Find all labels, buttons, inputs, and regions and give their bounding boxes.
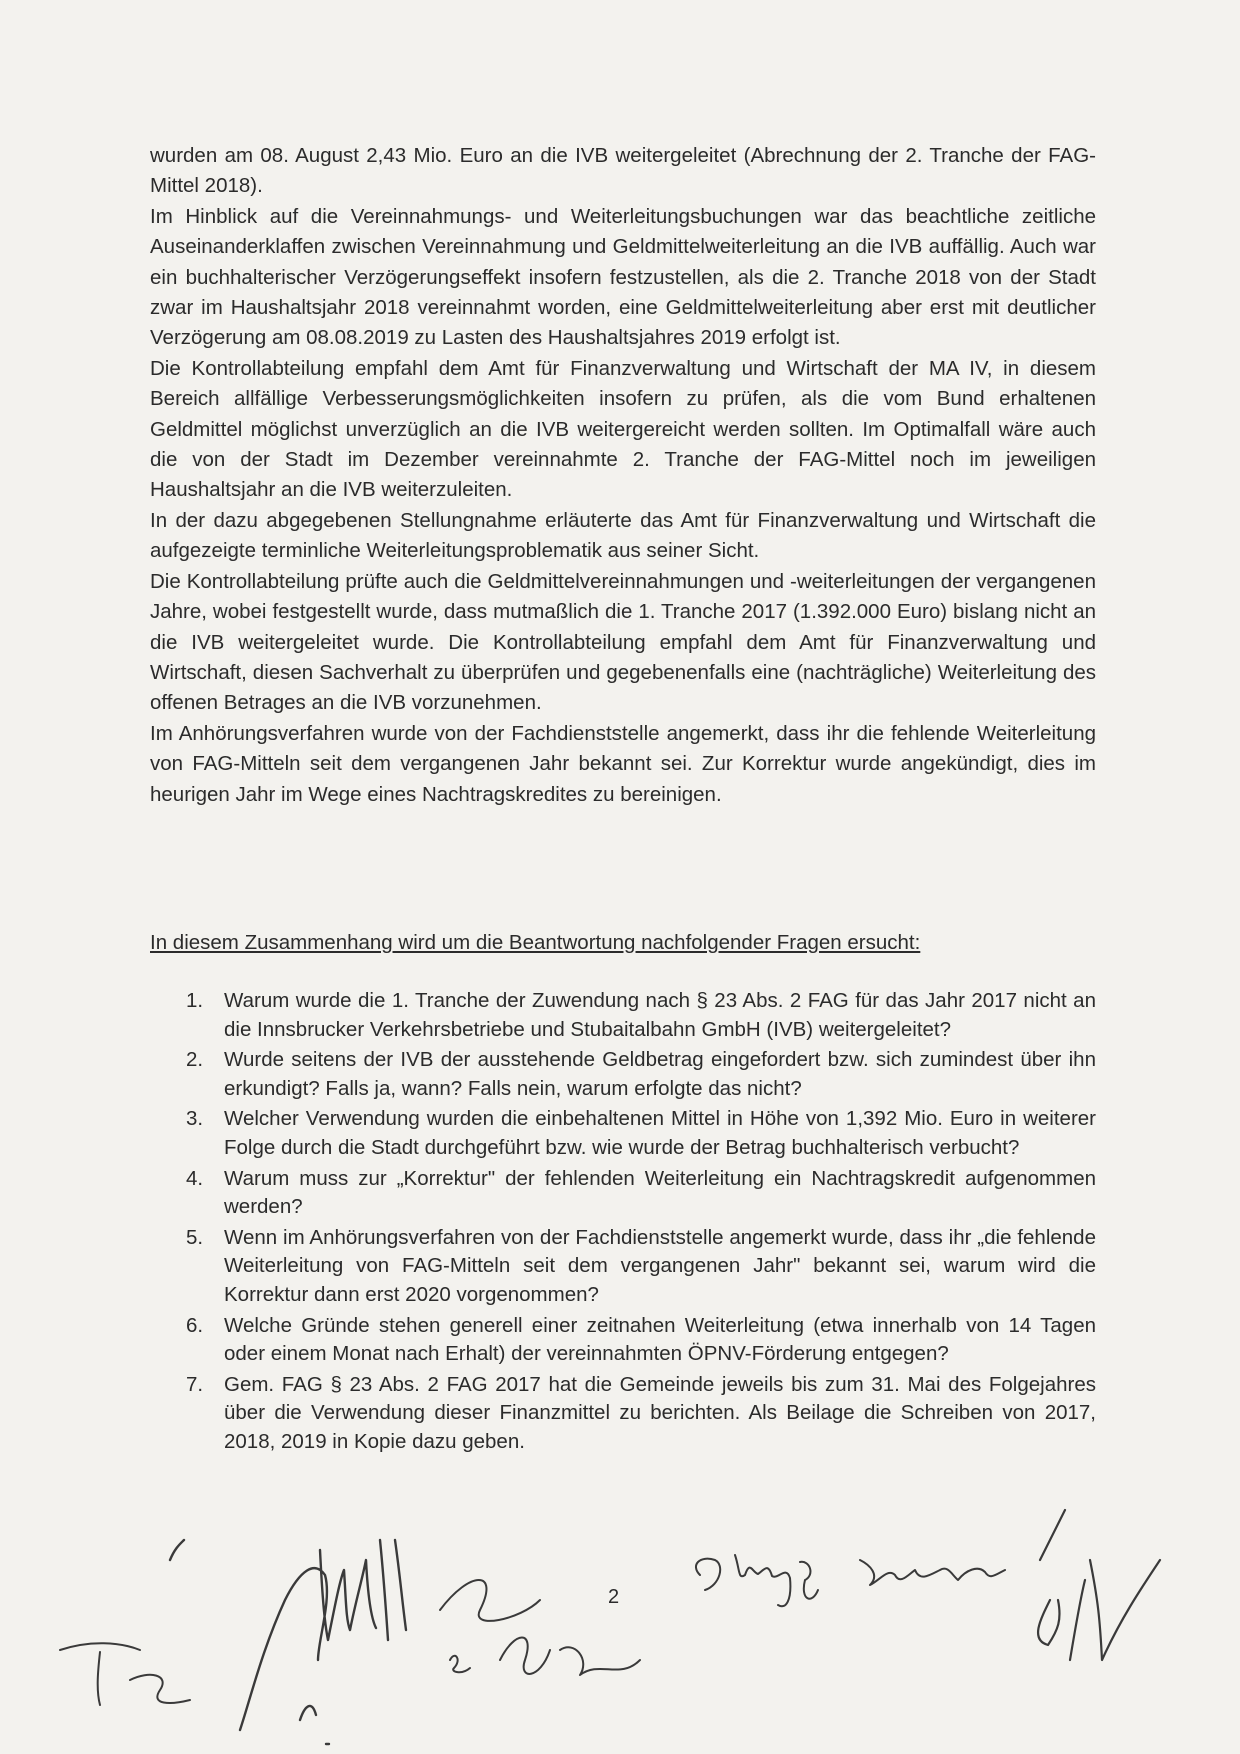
signature-haugg-andrea	[696, 1555, 1005, 1606]
paragraph: In der dazu abgegebenen Stellungnahme erläuterte das Amt für Finanzverwaltung und Wirtschaft die aufgezeigte terminliche Weiterleitungsproblematik aus seiner Sicht.	[150, 508, 1096, 563]
questions-list	[186, 987, 1096, 1459]
question-number: 5.	[186, 1225, 204, 1249]
page-number: 2	[608, 1586, 620, 1608]
list-item	[186, 1105, 1096, 1162]
body-text	[150, 141, 1096, 810]
list-item	[186, 1312, 1096, 1369]
signature-right	[1038, 1510, 1160, 1660]
question-text: Welcher Verwendung wurden die einbehaltenen Mittel in Höhe von 1,392 Mio. Euro in weiterer Folge durch die Stadt durchgeführt bzw. wie wurde der Betrag buchhalterisch verbucht?	[224, 1107, 1096, 1159]
question-text: Wenn im Anhörungsverfahren von der Fachdienststelle angemerkt wurde, dass ihr „die fehlende Weiterleitung von FAG-Mitteln seit dem vergangenen Jahr" bekannt sei, warum wird die Korrektur dann erst 2020 vorgenommen?	[224, 1225, 1096, 1306]
questions-heading: In diesem Zusammenhang wird um die Beantwortung nachfolgender Fragen ersucht:	[150, 931, 921, 954]
question-number: 4.	[186, 1166, 204, 1190]
list-item	[186, 1165, 1096, 1222]
paragraph: Die Kontrollabteilung empfahl dem Amt für Finanzverwaltung und Wirtschaft der MA IV, in diesem Bereich allfällige Verbesserungsmöglichkeiten insofern zu prüfen, als die vom Bund erhaltenen Geldmittel möglichst unverzüglich an die IVB weitergereicht werden sollten. Im Optimalfall wäre auch die von der Stadt im Dezember vereinnahmte 2. Tranche der FAG-Mittel noch im jeweiligen Haushaltsjahr an die IVB weiterzuleiten.	[150, 356, 1096, 502]
list-item	[186, 1224, 1096, 1310]
paragraph: Im Hinblick auf die Vereinnahmungs- und Weiterleitungsbuchungen war das beachtliche zeitliche Auseinanderklaffen zwischen Vereinnahmung und Geldmittelweiterleitung an die IVB auffällig. Auch war ein buchhalterischer Verzögerungseffekt insofern festzustellen, als die 2. Tranche 2018 von der Stadt zwar im Haushaltsjahr 2018 vereinnahmt worden, eine Geldmittelweiterleitung aber erst mit deutlicher Verzögerung am 08.08.2019 zu Lasten des Haushaltsjahres 2019 erfolgt ist.	[150, 204, 1096, 350]
question-number: 3.	[186, 1107, 204, 1131]
signature-center-left	[170, 1540, 406, 1744]
question-text: Warum wurde die 1. Tranche der Zuwendung nach § 23 Abs. 2 FAG für das Jahr 2017 nicht an die Innsbrucker Verkehrsbetriebe und Stubaitalbahn GmbH (IVB) weitergeleitet?	[224, 989, 1096, 1041]
question-number: 7.	[186, 1372, 204, 1396]
paragraph: Im Anhörungsverfahren wurde von der Fachdienststelle angemerkt, dass ihr die fehlende Weiterleitung von FAG-Mitteln seit dem vergangenen Jahr bekannt sei. Zur Korrektur wurde angekündigt, dies im heurigen Jahr im Wege eines Nachtragskredites zu bereinigen.	[150, 721, 1096, 806]
question-text: Warum muss zur „Korrektur" der fehlenden Weiterleitung ein Nachtragskredit aufgenommen werden?	[224, 1166, 1096, 1219]
question-text: Welche Gründe stehen generell einer zeitnahen Weiterleitung (etwa innerhalb von 14 Tagen oder einem Monat nach Erhalt) der vereinnahmten ÖPNV-Förderung entgegen?	[224, 1313, 1096, 1366]
question-text: Gem. FAG § 23 Abs. 2 FAG 2017 hat die Gemeinde jeweils bis zum 31. Mai des Folgejahres über die Verwendung dieser Finanzmittel zu berichten. Als Beilage die Schreiben von 2017, 2018, 2019 in Kopie dazu geben.	[224, 1372, 1096, 1453]
list-item	[186, 1046, 1096, 1103]
paragraph: wurden am 08. August 2,43 Mio. Euro an die IVB weitergeleitet (Abrechnung der 2. Tranche der FAG-Mittel 2018).	[150, 144, 1096, 198]
question-text: Wurde seitens der IVB der ausstehende Geldbetrag eingefordert bzw. sich zumindest über ihn erkundigt? Falls ja, wann? Falls nein, warum erfolgte das nicht?	[224, 1048, 1096, 1100]
question-number: 6.	[186, 1313, 204, 1337]
question-number: 2.	[186, 1048, 204, 1072]
signature-left	[60, 1643, 190, 1705]
question-number: 1.	[186, 989, 204, 1012]
list-item	[186, 1371, 1096, 1457]
paragraph: Die Kontrollabteilung prüfte auch die Geldmittelvereinnahmungen und -weiterleitungen der vergangenen Jahre, wobei festgestellt wurde, dass mutmaßlich die 1. Tranche 2017 (1.392.000 Euro) bislang nicht an die IVB weitergeleitet wurde. Die Kontrollabteilung empfahl dem Amt für Finanzverwaltung und Wirtschaft, diesen Sachverhalt zu überprüfen und gegebenenfalls eine (nachträgliche) Weiterleitung des offenen Betrages an die IVB vorzunehmen.	[150, 569, 1096, 715]
list-item	[186, 987, 1096, 1044]
